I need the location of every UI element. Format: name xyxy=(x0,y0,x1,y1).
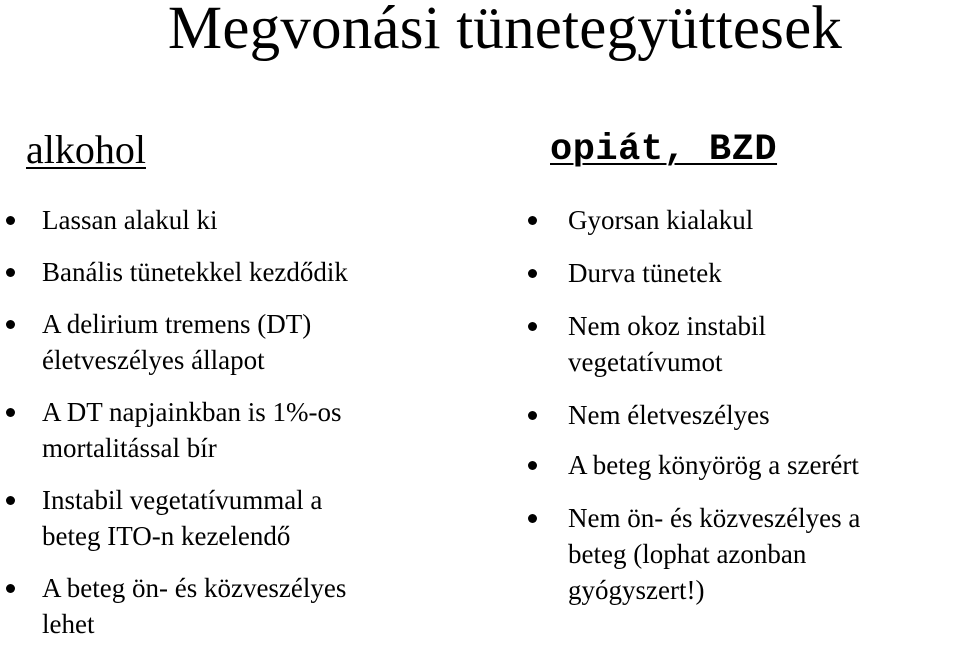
item-text: Lassan alakul ki xyxy=(42,205,218,235)
item-text: A beteg ön- és közveszélyes xyxy=(42,573,347,603)
bullet-icon xyxy=(528,269,537,278)
item-text: Durva tünetek xyxy=(568,258,722,288)
list-item xyxy=(498,397,960,433)
bullet-icon xyxy=(6,216,15,225)
item-text: életveszélyes állapot xyxy=(42,345,265,375)
list-item xyxy=(0,202,470,238)
item-text: A delirium tremens (DT) xyxy=(42,309,312,339)
item-text: Nem okoz instabil xyxy=(568,311,766,341)
item-text: vegetatívumot xyxy=(568,347,723,377)
bullet-icon xyxy=(6,320,15,329)
bullet-list xyxy=(498,202,960,625)
item-text: A beteg könyörög a szerért xyxy=(568,450,859,480)
list-item xyxy=(0,394,470,466)
item-text: mortalitással bír xyxy=(42,433,217,463)
list-item xyxy=(0,482,470,554)
list-item xyxy=(0,306,470,378)
slide-title: Megvonási tünetegyüttesek xyxy=(167,0,843,62)
list-item xyxy=(498,500,960,608)
list-item xyxy=(0,570,470,642)
item-text: Nem életveszélyes xyxy=(568,400,770,430)
list-item xyxy=(0,254,470,290)
item-text: beteg ITO-n kezelendő xyxy=(42,521,291,551)
item-text: lehet xyxy=(42,609,95,639)
bullet-icon xyxy=(6,408,15,417)
item-text: A DT napjainkban is 1%-os xyxy=(42,397,342,427)
bullet-icon xyxy=(6,496,15,505)
column-heading: opiát, BZD xyxy=(550,129,778,171)
bullet-icon xyxy=(528,461,537,470)
list-item xyxy=(498,308,960,380)
bullet-icon xyxy=(6,584,15,593)
list-item xyxy=(498,255,960,291)
item-text: Instabil vegetatívummal a xyxy=(42,485,323,515)
bullet-icon xyxy=(528,322,537,331)
item-text: Nem ön- és közveszélyes a xyxy=(568,503,861,533)
list-item xyxy=(498,447,960,483)
item-text: gyógyszert!) xyxy=(568,575,705,605)
column-heading: alkohol xyxy=(26,127,146,172)
list-item xyxy=(498,202,960,238)
bullet-icon xyxy=(528,411,537,420)
bullet-icon xyxy=(528,514,537,523)
bullet-icon xyxy=(528,216,537,225)
item-text: beteg (lophat azonban xyxy=(568,539,807,569)
bullet-icon xyxy=(6,268,15,277)
item-text: Gyorsan kialakul xyxy=(568,205,754,235)
item-text: Banális tünetekkel kezdődik xyxy=(42,257,348,287)
bullet-list xyxy=(0,202,470,658)
